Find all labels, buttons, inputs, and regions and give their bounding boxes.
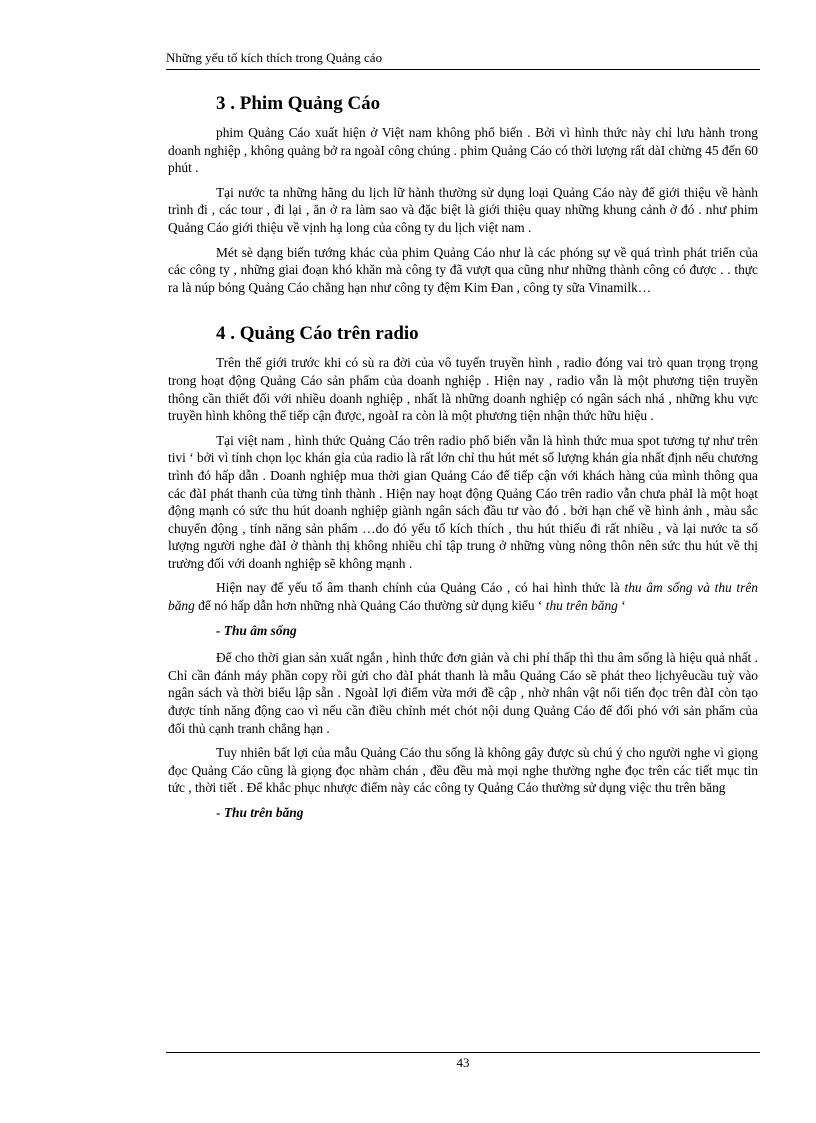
italic-text: thu trên băng (545, 598, 618, 614)
section-3-paragraph: Tại nước ta những hãng du lịch lữ hành thường sử dụng loại Quảng Cáo này để giới thiệu về hành trình đi , các tour , đi lại , ăn ở ra làm sao và đặc biệt là giới thiệu quay những khung cảnh ở đó . như phim Quảng Cáo giới thiệu về vịnh hạ long của công ty du lịch việt nam . (168, 184, 758, 235)
subheading-dash: - (216, 805, 224, 820)
subheading-tape-recording (216, 804, 758, 822)
footer-separator (166, 1052, 760, 1053)
page-number: 43 (456, 1055, 470, 1070)
section-3-heading: 3 . Phim Quảng Cáo (216, 93, 381, 114)
section-4-paragraph: Để cho thời gian sản xuất ngắn , hình thức đơn giản và chi phí thấp thì thu âm sống là hiệu quả nhất . Chỉ cần đánh máy phần copy rồi gửi cho đàI phát thanh là mẫu Quảng Cáo sẽ phát theo lịchyêucầu tuỳ vào ngân sách và thời biểu lập sẵn . NgoàI lợi điểm vừa mới đề cập , nhờ nhân vật nổi tiến đọc trên đàI còn tạo được tính năng động cao vì nếu cần điều chỉnh mét chót nội dung Quảng Cáo để đối phó với sản phẩm của đối thủ cạnh tranh chẳng hạn . (168, 650, 758, 736)
subheading-text: - Thu âm sống (216, 622, 297, 638)
section-4-paragraph: Tại việt nam , hình thức Quảng Cáo trên radio phổ biến vẫn là hình thức mua spot tương tự như trên tivi ‘ bởi vì tính chọn lọc khán gỉa của radio là rất lớn chỉ thu hút mét số lượng khán gỉa nhất định nếu chương trình đó hấp dẫn . Doanh nghiệp mua thời gian Quảng Cáo để tiếp cận với khách hàng của mình thông qua các đàI phát thanh của từng tỉnh thành . Hiện nay hoạt động Quảng Cáo trên radio vẫn chưa phảI là một hoạt động mạnh có sức thu hút doanh nghiệp giành ngân sách đầu tư vào đó . bởi hạn chế về hình ảnh , màu sắc chuyển động , tính năng sản phẩm …do đó yếu tố kích thích , thu hút thiếu đi rất nhiều , và lại nước ta số lượng người nghe đàI ở thành thị không nhiều chỉ tập trung ở những vùng nông thôn nên sức thu hút về thị trường đối với doanh nghiệp sẽ không mạnh . (168, 432, 758, 571)
section-3-paragraph: Mét sè dạng biến tướng khác của phim Quảng Cáo như là các phóng sự về quá trình phát triển của các công ty , những giai đoạn khó khăn mà công ty đã vượt qua cũng như những thành công có được . . thực ra là núp bóng Quảng Cáo chẳng hạn như công ty đệm Kim Đan , công ty sữa Vinamilk… (168, 244, 758, 295)
page-body (168, 92, 758, 832)
section-4-paragraph (168, 579, 758, 614)
subheading-text: Thu trên băng (223, 805, 304, 820)
section-3-paragraph: phim Quảng Cáo xuất hiện ở Việt nam không phổ biến . Bởi vì hình thức này chỉ lưu hành trong doanh nghiệp , không quảng bở ra ngoàI công chúng . phim Quảng Cáo có thời lượng rất dàI chừng 45 đến 60 phút . (168, 125, 758, 176)
paragraph-text: Hiện nay để yếu tố âm thanh chính của Quảng Cáo , có hai hình thức là (216, 580, 625, 596)
page-header (166, 49, 760, 70)
header-title: Những yếu tố kích thích trong Quảng cáo (166, 50, 383, 65)
section-4-paragraph: Tuy nhiên bất lợi của mẫu Quảng Cáo thu sống là không gây được sù chú ý cho người nghe vì giọng đọc Quảng Cáo cũng là giọng đọc nhàm chán , đều đều mà mọi nghe thường nghe đọc trên các tiết mục tin tức , thời tiết . Để khắc phục nhược điểm này các công ty Quảng Cáo thường sử dụng việc thu trên băng (168, 745, 758, 796)
section-4-heading: 4 . Quảng Cáo trên radio (216, 323, 419, 345)
italic-text: thu âm sống và thu trên băng (168, 580, 758, 614)
paragraph-text: để nó hấp dẫn hơn những nhà Quảng Cáo thường sử dụng kiểu ‘ (194, 598, 546, 614)
paragraph-text: ‘ (617, 598, 626, 614)
section-4-paragraph: Trên thế giới trước khi có sù ra đời của vô tuyến truyền hình , radio đóng vai trò quan trọng trọng trong hoạt động Quảng Cáo sản phẩm của doanh nghiệp . Hiện nay , radio vẫn là một phương tiện truyền thông cần thiết đối với nhiều doanh nghiệp , nhất là những doanh nghiệp có ngân sách nhá , những khu vực truyền hình không thể tiếp cận được, ngoàI ra còn là một phương tiện nhận thức hữu hiệu . (168, 355, 758, 424)
subheading-live-recording (216, 622, 758, 640)
